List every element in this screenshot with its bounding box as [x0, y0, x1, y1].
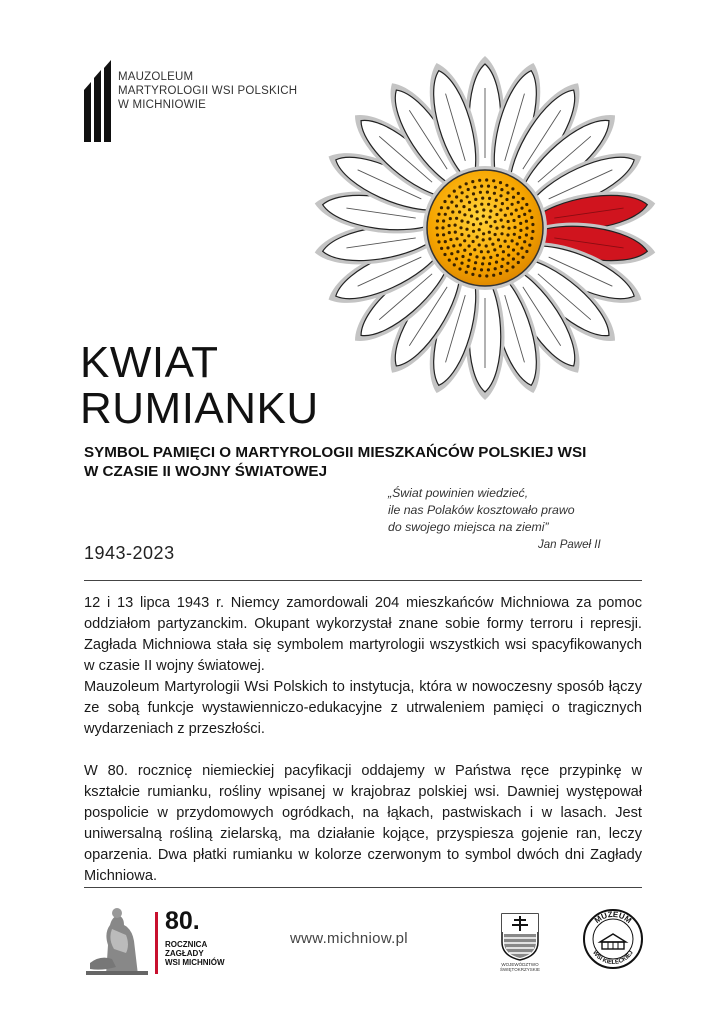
divider: [84, 580, 642, 581]
title-line: RUMIANKU: [80, 384, 319, 433]
voivodeship-crest-icon: [500, 912, 540, 962]
quote-author: Jan Paweł II: [538, 539, 601, 551]
years-range: 1943-2023: [84, 543, 175, 563]
anniversary-line: ROCZNICA: [165, 940, 208, 949]
mausoleum-logo-icon: [84, 60, 112, 142]
quote-line: „Świat powinien wiedzieć,: [388, 486, 529, 500]
anniversary-line: WSI MICHNIÓW: [165, 958, 225, 967]
divider: [84, 887, 642, 888]
logo-text: [118, 70, 297, 112]
page-subtitle: [84, 443, 586, 481]
body-paragraph: Mauzoleum Martyrologii Wsi Polskich to instytucja, która w nowoczesny sposób łączy ze sobą funkcje wystawienniczo-edukacyjne z utrwaleniem pamięci o tragicznych wydarzeniach z przeszłości.: [84, 679, 642, 737]
museum-stamp-icon: [582, 908, 644, 970]
website-link[interactable]: www.michniow.pl: [290, 930, 408, 947]
anniversary-line: ZAGŁADY: [165, 949, 204, 958]
crest-caption-line: ŚWIĘTOKRZYSKIE: [500, 967, 540, 972]
logo-line: W MICHNIOWIE: [118, 99, 206, 111]
crest-caption: [494, 962, 546, 972]
logo-line: MAUZOLEUM: [118, 71, 194, 83]
accent-bar: [155, 912, 158, 974]
quote: [388, 485, 575, 536]
subtitle-line: SYMBOL PAMIĘCI O MARTYROLOGII MIESZKAŃCÓW POLSKIEJ WSI: [84, 444, 587, 461]
body-paragraph: W 80. rocznicę niemieckiej pacyfikacji oddajemy w Państwa ręce przypinkę w kształcie rumianku, rośliny wpisanej w krajobraz polskiej wsi. Dawniej występował pospolicie w przydomowych ogródkach, na łąkach, pastwiskach i w lasach. Jest uniwersalną rośliną zielarską, ma działanie kojące, przyspiesza gojenie ran, leczy oparzenia. Dwa płatki rumianku w kolorze czerwonym to symbol dwóch dni Zagłady Michniowa.: [84, 763, 642, 884]
subtitle-line: W CZASIE II WOJNY ŚWIATOWEJ: [84, 463, 328, 480]
crest-caption-line: WOJEWÓDZTWO: [501, 962, 539, 967]
anniversary-number: 80.: [165, 907, 200, 935]
stamp-top-text: MUZEUM: [592, 909, 634, 926]
monument-sculpture-icon: [86, 905, 148, 975]
title-line: KWIAT: [80, 338, 219, 387]
svg-text:MUZEUM: [593, 910, 634, 925]
page-title: [80, 340, 319, 432]
body-text: [84, 593, 642, 887]
chamomile-flower-pin: [305, 48, 665, 408]
body-paragraph: 12 i 13 lipca 1943 r. Niemcy zamordowali 204 mieszkańców Michniowa za pomoc oddziałom partyzanckim. Okupant wykorzystał znane sobie formy terroru i represji. Zagłada Michniowa stała się symbolem martyrologii wszystkich wsi spacyfikowanych w czasie II wojny światowej.: [84, 595, 642, 674]
stamp-bottom-text: WSI KIELECKIEJ: [591, 949, 635, 967]
quote-line: ile nas Polaków kosztowało prawo: [388, 503, 575, 517]
quote-line: do swojego miejsca na ziemi”: [388, 520, 549, 534]
logo-line: MARTYROLOGII WSI POLSKICH: [118, 85, 298, 97]
